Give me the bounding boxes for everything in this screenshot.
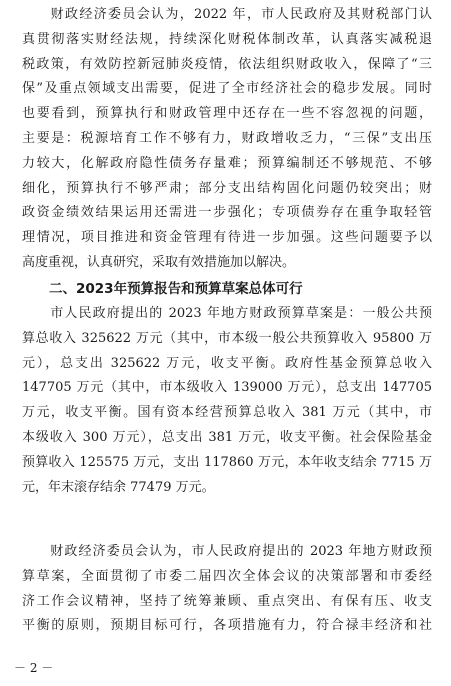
text-line: 算总收入 325622 万元（其中，市本级一般公共预算收入 95800 万 [22,330,432,346]
text-line: 平衡的原则，预期目标可行，各项措施有力，符合禄丰经济和社 [22,618,432,634]
text-line: 税政策，有效防控新冠肺炎疫情，依法组织财政收入，保障了“三 [22,56,432,72]
text-line: 预算收入 125575 万元，支出 117860 万元，本年收支结余 7715 万 [22,454,432,470]
text-line: 政资金绩效结果运用还需进一步强化；专项债券存在重争取轻管 [22,205,432,221]
text-line: 也要看到，预算执行和财政管理中还存在一些不容忽视的问题， [22,106,432,122]
text-line: 财政经济委员会认为，市人民政府提出的 2023 年地方财政预 [22,544,432,559]
text-line: 万元，收支平衡。国有资本经营预算总收入 381 万元（其中，市 [22,405,432,421]
text-line: 高度重视，认真研究，采取有效措施加以解决。 [22,254,296,270]
text-line: 财政经济委员会认为，2022 年，市人民政府及其财税部门认 [22,7,432,22]
text-line: 主要是：税源培育工作不够有力，财政增收乏力，“三保”支出压 [22,130,432,146]
text-line: 元），总支出 325622 万元，收支平衡。政府性基金预算总收入 [22,355,432,371]
text-line: 市人民政府提出的 2023 年地方财政预算草案是：一般公共预 [22,306,432,321]
text-line: 本级收入 300 万元），总支出 381 万元，收支平衡。社会保险基金 [22,429,432,445]
text-line: 真贯彻落实财经法规，持续深化财税体制改革，认真落实减税退 [22,31,432,47]
paragraph-committee-assessment [22,3,432,276]
text-line: 济工作会议精神，坚持了统筹兼顾、重点突出、有保有压、收支 [22,593,432,609]
text-line: 元，年末滚存结余 77479 万元。 [22,479,215,495]
text-line: 147705 万元（其中，市本级收入 139000 万元），总支出 147705 [22,380,432,396]
text-line: 算草案，全面贯彻了市委二届四次全体会议的决策部署和市委经 [22,568,432,584]
text-line: 力较大，化解政府隐性债务存量难；预算编制还不够规范、不够 [22,155,432,171]
text-line: 保”及重点领域支出需要，促进了全市经济社会的稳步发展。同时 [22,81,432,97]
text-line: 细化，预算执行不够严肃；部分支出结构固化问题仍较突出；财 [22,180,432,196]
paragraph-draft-assessment [22,540,432,639]
section-heading: 二、2023年预算报告和预算草案总体可行 [22,281,303,297]
text-line: 理情况，项目推进和资金管理有待进一步加强。这些问题要予以 [22,230,432,246]
paragraph-budget-draft [22,302,432,500]
page-number: － 2 － [14,661,54,675]
